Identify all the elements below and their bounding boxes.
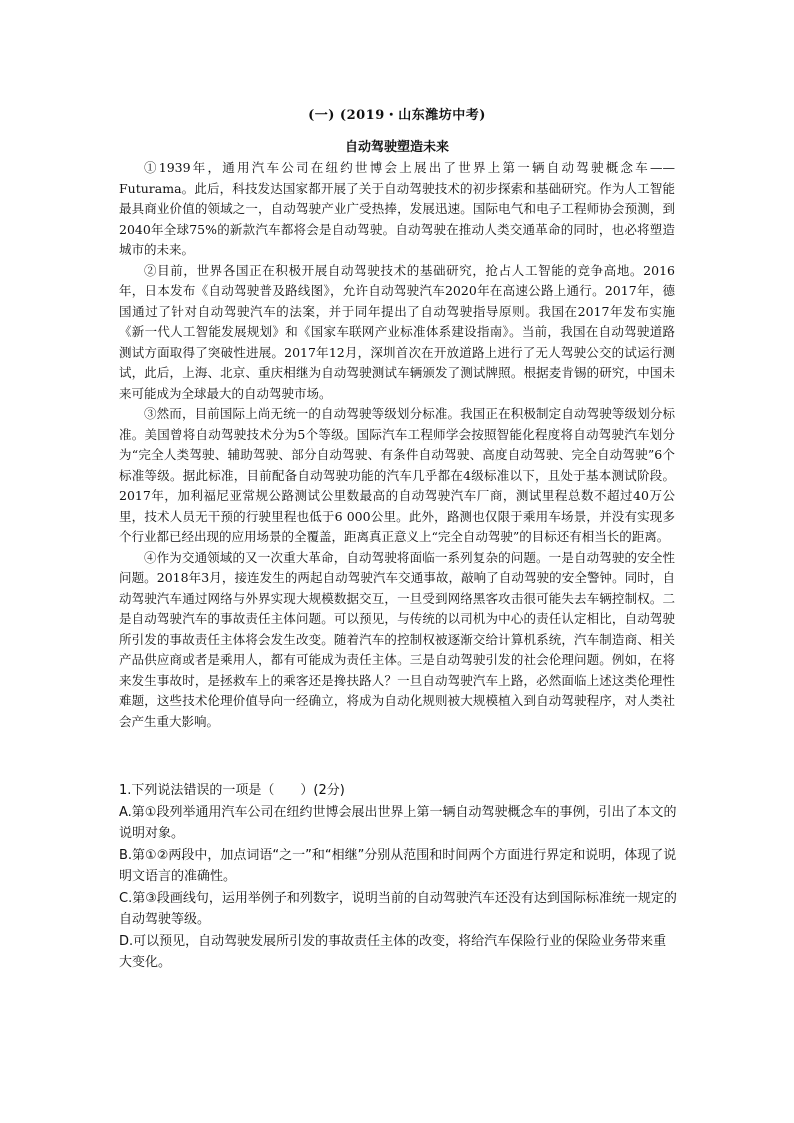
article-paragraph-2: ②目前，世界各国正在积极开展自动驾驶技术的基础研究，抢占人工智能的竞争高地。2016年，日本发布《自动驾驶普及路线图》，允许自动驾驶汽车2020年在高速公路上通行。2017年，德国通过了针对自动驾驶汽车的法案，并于同年提出了自动驾驶指导原则。我国在2017年发布实施《新一代人工智能发展规划》和《国家车联网产业标准体系建设指南》。当前，我国在自动驾驶道路测试方面取得了突破性进展。2017年12月，深圳首次在开放道路上进行了无人驾驶公交的试运行测试，此后，上海、北京、重庆相继为自动驾驶测试车辆颁发了测试牌照。根据麦肯锡的研究，中国未来可能成为全球最大的自动驾驶市场。 (119, 262, 675, 401)
article-paragraph-3: ③然而，目前国际上尚无统一的自动驾驶等级划分标准。我国正在积极制定自动驾驶等级划分标准。美国曾将自动驾驶技术分为5个等级。国际汽车工程师学会按照智能化程度将自动驾驶汽车划分为“完全人类驾驶、辅助驾驶、部分自动驾驶、有条件自动驾驶、高度自动驾驶、完全自动驾驶”6个标准等级。据此标准，目前配备自动驾驶功能的汽车几乎都在4级标准以下，且处于基本测试阶段。2017年，加利福尼亚常规公路测试公里数最高的自动驾驶汽车厂商，测试里程总数不超过40万公里，技术人员无干预的行驶里程也低于6 000公里。此外，路测也仅限于乘用车场景，并没有实现多个行业都已经出现的应用场景的全覆盖，距离真正意义上“完全自动驾驶”的目标还有相当长的距离。 (119, 406, 675, 544)
article-paragraph-4: ④作为交通领域的又一次重大革命，自动驾驶将面临一系列复杂的问题。一是自动驾驶的安全性问题。2018年3月，接连发生的两起自动驾驶汽车交通事故，敲响了自动驾驶的安全警钟。同时，自动驾驶汽车通过网络与外界实现大规模数据交互，一旦受到网络黑客攻击很可能失去车辆控制权。二是自动驾驶汽车的事故责任主体问题。可以预见，与传统的以司机为中心的责任认定相比，自动驾驶所引发的事故责任主体将会发生改变。随着汽车的控制权被逐渐交给计算机系统，汽车制造商、相关产品供应商或者是乘用人，都有可能成为责任主体。三是自动驾驶引发的社会伦理问题。例如，在将来发生事故时，是拯救车上的乘客还是搀扶路人？一旦自动驾驶汽车上路，必然面临上述这类伦理性难题，这些技术伦理价值导向一经确立，将成为自动化规则被大规模植入到自动驾驶程序，对人类社会产生重大影响。 (119, 549, 675, 729)
question-options (119, 802, 679, 974)
article-paragraph-1: ①1939年，通用汽车公司在纽约世博会上展出了世界上第一辆自动驾驶概念车——Futurama。此后，科技发达国家都开展了关于自动驾驶技术的初步探索和基础研究。作为人工智能最具商业价值的领域之一，自动驾驶产业广受热捧，发展迅速。国际电气和电子工程师协会预测，到2040年全球75%的新款汽车都将会是自动驾驶。自动驾驶在推动人类交通革命的同时，也必将塑造城市的未来。 (119, 160, 675, 257)
option-c: C.第③段画线句，运用举例子和列数字，说明当前的自动驾驶汽车还没有达到国际标准统一规定的自动驾驶等级。 (119, 890, 677, 927)
article-body (119, 158, 675, 732)
source-header: (一) (2019・山东潍坊中考) (308, 108, 486, 123)
option-b: B.第①②两段中，加点词语“之一”和“相继”分别从范围和时间两个方面进行界定和说明，体现了说明文语言的准确性。 (119, 847, 677, 884)
option-a: A.第①段列举通用汽车公司在纽约世博会展出世界上第一辆自动驾驶概念车的事例，引出了本文的说明对象。 (119, 804, 677, 841)
question-block (119, 780, 679, 974)
option-d: D.可以预见，自动驾驶发展所引发的事故责任主体的改变，将给汽车保险行业的保险业务带来重大变化。 (119, 933, 667, 970)
article-title: 自动驾驶塑造未来 (344, 140, 449, 155)
question-stem: 1.下列说法错误的一项是（ ）(2分) (119, 783, 345, 798)
